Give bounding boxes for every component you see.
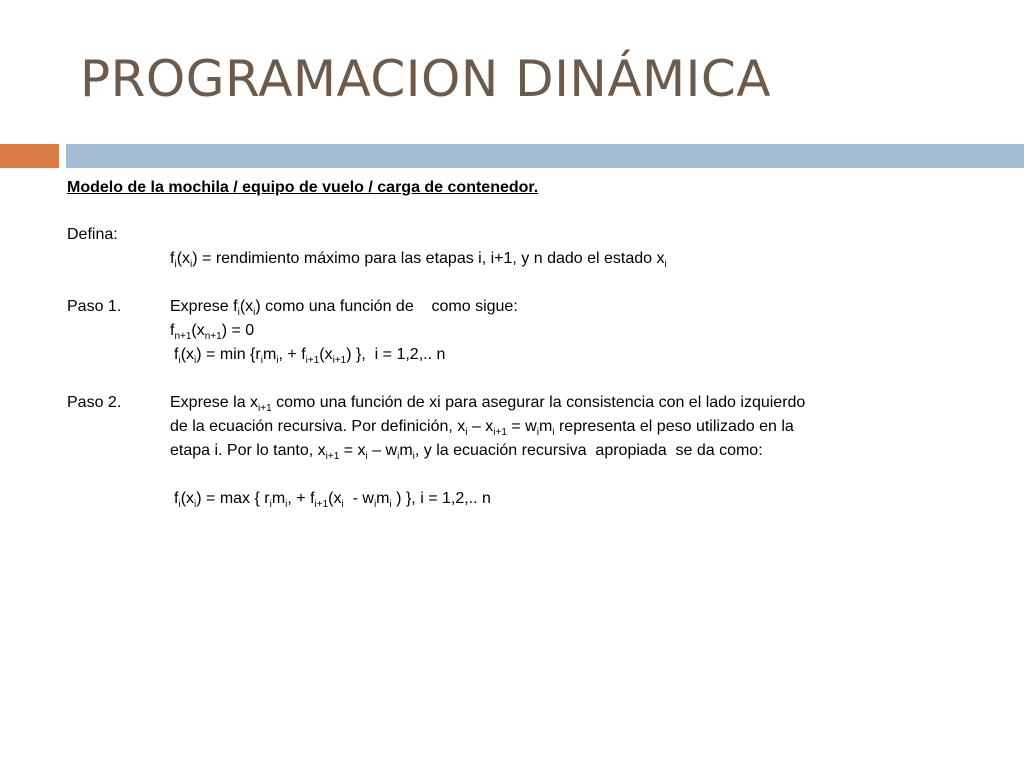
step2-text-line1: Exprese la $x_{i+1}$ como una función de xi para asegurar la consistencia con el lado izquierdo: [170, 394, 806, 414]
step2-recursion: $f_i(x_i) = \max$ { $r_im_i$, + $f_{i+1}(x_i - w_im_i$ ) }, i = 1,2,.. n: [174, 490, 491, 510]
step1-base-case: $f_{n+1}(x_{n+1}) = 0$: [170, 322, 255, 342]
section-heading: Modelo de la mochila / equipo de vuelo / carga de contenedor.: [67, 179, 539, 196]
step1-label: Paso 1.: [67, 298, 122, 315]
step2-text-line3: etapa i. Por lo tanto, $x_{i+1} = x_i - w_im_i$, y la ecuación recursiva apropiada se da como:: [170, 442, 763, 462]
step1-recursion: $f_i(x_i) = \min \{r_im_i$, + $f_{i+1}(x_{i+1})$ }, i = 1,2,.. n: [174, 346, 446, 366]
slide-title: PROGRAMACION DINÁMICA: [80, 50, 772, 108]
define-formula: $f_i(x_i)$ = rendimiento máximo para las etapas i, i+1, y n dado el estado $x_i$: [170, 250, 667, 270]
step2-label: Paso 2.: [67, 394, 122, 411]
step2-text-line2: de la ecuación recursiva. Por definición, $x_i - x_{i+1} = w_im_i$ representa el peso utilizado en la: [170, 418, 794, 438]
define-label: Defina:: [67, 226, 118, 243]
step1-text: Exprese $f_i(x_i)$ como una función de como sigue:: [170, 298, 518, 318]
